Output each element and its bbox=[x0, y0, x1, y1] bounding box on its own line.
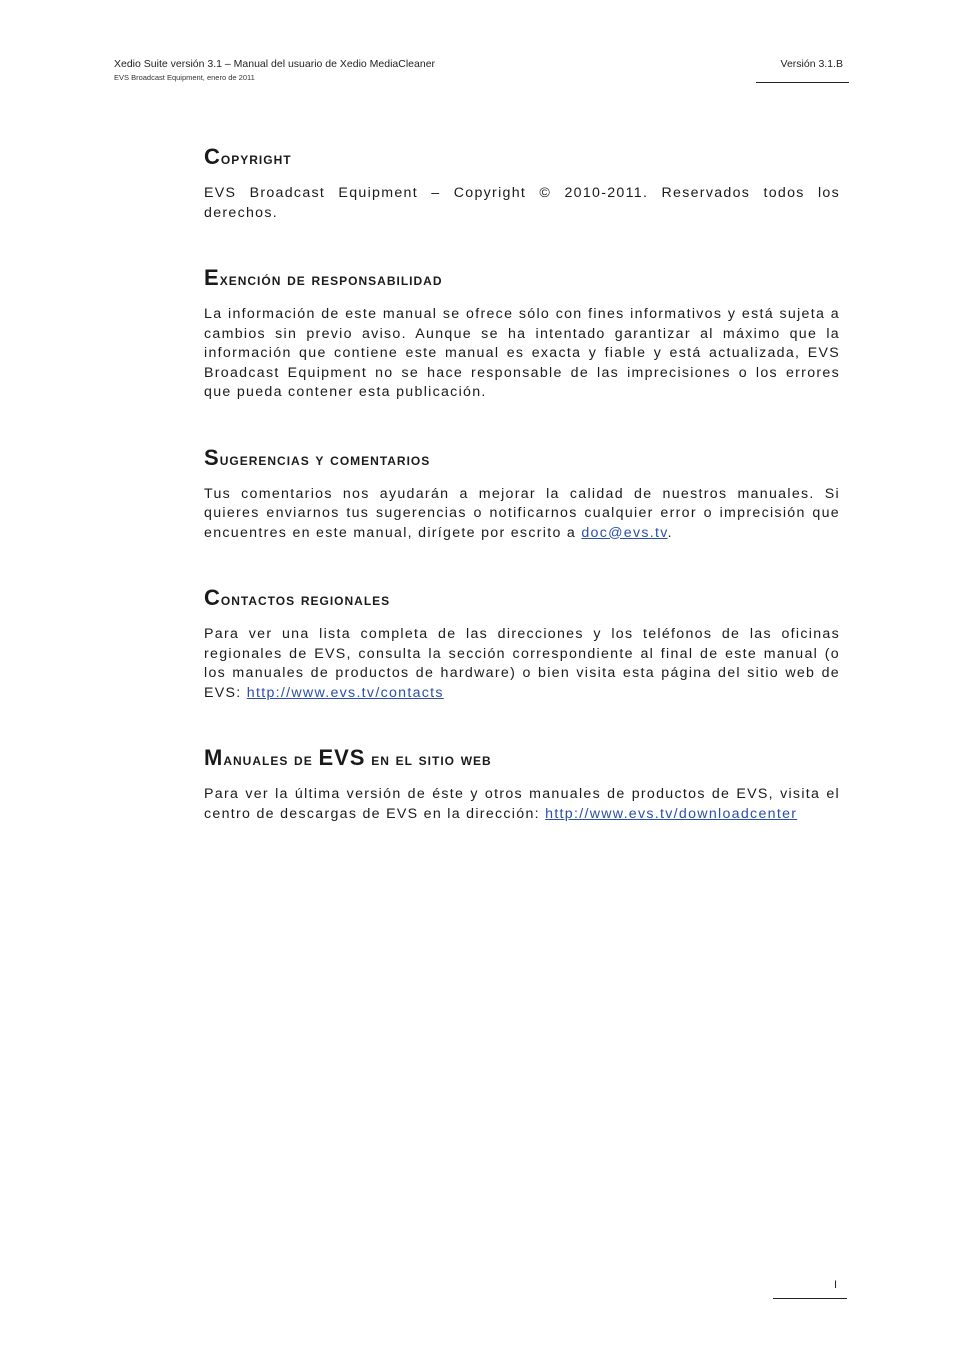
section-heading: Copyright bbox=[204, 144, 292, 169]
section-heading: Contactos regionales bbox=[204, 585, 391, 610]
contacts-link[interactable]: http://www.evs.tv/contacts bbox=[246, 684, 444, 701]
section-heading: Sugerencias y comentarios bbox=[204, 444, 431, 470]
section-manuals-website bbox=[204, 741, 840, 824]
header-divider bbox=[756, 82, 849, 83]
section-disclaimer bbox=[204, 261, 840, 403]
document-subtitle: EVS Broadcast Equipment, enero de 2011 bbox=[114, 73, 255, 82]
document-title: Xedio Suite versión 3.1 – Manual del usuario de Xedio MediaCleaner bbox=[114, 58, 436, 70]
section-text: Para ver la última versión de éste y otros manuales de productos de EVS, visita el centro de descargas de EVS en la dirección: http://www.evs.tv/downloadcenter bbox=[204, 786, 840, 822]
section-feedback bbox=[204, 441, 840, 544]
section-text: Tus comentarios nos ayudarán a mejorar la calidad de nuestros manuales. Si quieres enviarnos tus sugerencias o notificarnos cualquier error o imprecisión que encuentres en este manual, dirígete por escrito a doc@evs.tv. bbox=[204, 485, 840, 541]
section-heading: Manuales de EVS en el sitio web bbox=[204, 745, 492, 770]
download-center-link[interactable]: http://www.evs.tv/downloadcenter bbox=[545, 805, 798, 822]
section-text: EVS Broadcast Equipment – Copyright © 2010-2011. Reservados todos los derechos. bbox=[204, 185, 840, 221]
section-text: Para ver una lista completa de las direcciones y los teléfonos de las oficinas regionales de EVS, consulta la sección correspondiente al final de este manual (o los manuales de productos de hardware) o bien visita esta página del sitio web de EVS: http://www.evs.tv/contacts bbox=[204, 626, 840, 701]
section-copyright bbox=[204, 140, 840, 223]
email-link[interactable]: doc@evs.tv bbox=[581, 524, 668, 541]
section-heading: Exención de responsabilidad bbox=[204, 265, 443, 290]
main-content bbox=[204, 140, 840, 862]
page-number: I bbox=[833, 1279, 837, 1291]
document-version: Versión 3.1.B bbox=[780, 58, 843, 70]
section-regional-contacts bbox=[204, 581, 840, 703]
section-text: La información de este manual se ofrece sólo con fines informativos y está sujeta a cambios sin previo aviso. Aunque se ha intentado garantizar al máximo que la información que contiene este manual es exacta y fiable y está actualizada, EVS Broadcast Equipment no se hace responsable de las imprecisiones o los errores que pueda contener esta publicación. bbox=[204, 306, 840, 400]
footer-divider bbox=[773, 1298, 847, 1299]
